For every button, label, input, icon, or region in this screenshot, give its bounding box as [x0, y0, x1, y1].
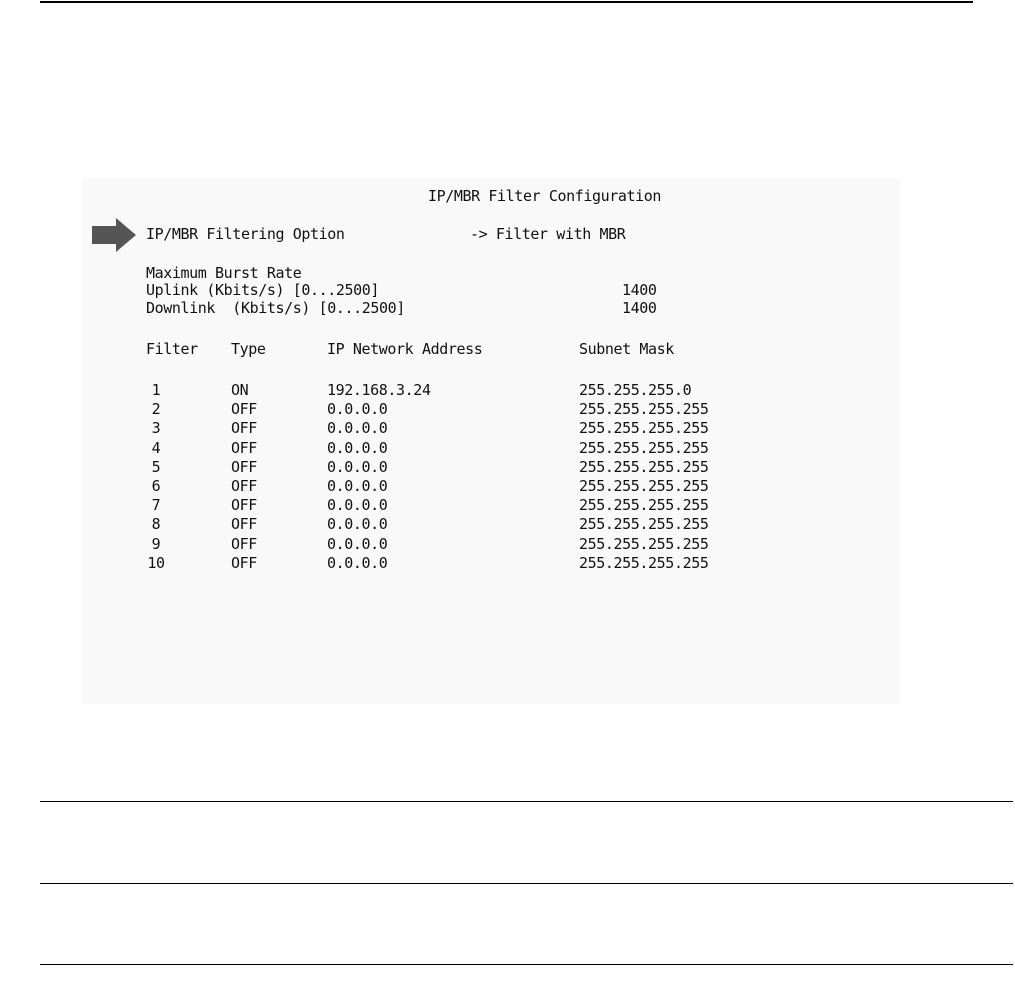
filter-ip-address[interactable]: 0.0.0.0	[327, 458, 388, 476]
filter-ip-address[interactable]: 0.0.0.0	[327, 419, 388, 437]
column-header-ip: IP Network Address	[327, 340, 483, 358]
filter-type[interactable]: OFF	[231, 458, 257, 476]
filter-number: 1	[151, 381, 161, 399]
filter-type[interactable]: OFF	[231, 419, 257, 437]
filter-type[interactable]: OFF	[231, 400, 257, 418]
uplink-value[interactable]: 1400	[622, 281, 657, 299]
filter-number: 9	[151, 535, 161, 553]
filter-ip-address[interactable]: 0.0.0.0	[327, 535, 388, 553]
terminal-screen	[82, 178, 900, 704]
filter-subnet-mask[interactable]: 255.255.255.255	[579, 477, 709, 495]
arrow-right-icon	[92, 218, 136, 252]
filter-ip-address[interactable]: 0.0.0.0	[327, 477, 388, 495]
filter-ip-address[interactable]: 192.168.3.24	[327, 381, 431, 399]
filter-number: 4	[151, 439, 161, 457]
filter-ip-address[interactable]: 0.0.0.0	[327, 554, 388, 572]
filter-type[interactable]: ON	[231, 381, 249, 399]
downlink-label: Downlink (Kbits/s) [0...2500]	[146, 299, 405, 317]
filter-type[interactable]: OFF	[231, 515, 257, 533]
filter-subnet-mask[interactable]: 255.255.255.255	[579, 496, 709, 514]
filter-ip-address[interactable]: 0.0.0.0	[327, 515, 388, 533]
filter-number: 2	[151, 400, 161, 418]
filter-type[interactable]: OFF	[231, 554, 257, 572]
filter-ip-address[interactable]: 0.0.0.0	[327, 496, 388, 514]
filter-number: 7	[151, 496, 161, 514]
filter-number: 5	[151, 458, 161, 476]
filter-subnet-mask[interactable]: 255.255.255.255	[579, 554, 709, 572]
top-divider	[40, 1, 973, 3]
column-header-mask: Subnet Mask	[579, 340, 674, 358]
filter-subnet-mask[interactable]: 255.255.255.0	[579, 381, 692, 399]
column-header-type: Type	[231, 340, 266, 358]
filter-number: 8	[151, 515, 161, 533]
filter-ip-address[interactable]: 0.0.0.0	[327, 439, 388, 457]
filtering-option-label[interactable]: IP/MBR Filtering Option	[146, 225, 345, 243]
screen-title: IP/MBR Filter Configuration	[428, 187, 662, 205]
filter-number: 3	[151, 419, 161, 437]
divider	[40, 964, 1013, 965]
filter-type[interactable]: OFF	[231, 439, 257, 457]
filter-ip-address[interactable]: 0.0.0.0	[327, 400, 388, 418]
divider	[40, 883, 1013, 884]
filter-subnet-mask[interactable]: 255.255.255.255	[579, 535, 709, 553]
filter-subnet-mask[interactable]: 255.255.255.255	[579, 458, 709, 476]
filter-type[interactable]: OFF	[231, 496, 257, 514]
filter-type[interactable]: OFF	[231, 477, 257, 495]
filter-number: 10	[147, 554, 165, 572]
column-header-filter: Filter	[146, 340, 198, 358]
filter-subnet-mask[interactable]: 255.255.255.255	[579, 400, 709, 418]
filter-subnet-mask[interactable]: 255.255.255.255	[579, 419, 709, 437]
filter-number: 6	[151, 477, 161, 495]
filter-type[interactable]: OFF	[231, 535, 257, 553]
divider	[40, 801, 1013, 802]
downlink-value[interactable]: 1400	[622, 299, 657, 317]
filter-subnet-mask[interactable]: 255.255.255.255	[579, 439, 709, 457]
filter-subnet-mask[interactable]: 255.255.255.255	[579, 515, 709, 533]
burst-rate-heading: Maximum Burst Rate	[146, 264, 302, 282]
uplink-label: Uplink (Kbits/s) [0...2500]	[146, 281, 380, 299]
filtering-option-value[interactable]: -> Filter with MBR	[470, 225, 626, 243]
